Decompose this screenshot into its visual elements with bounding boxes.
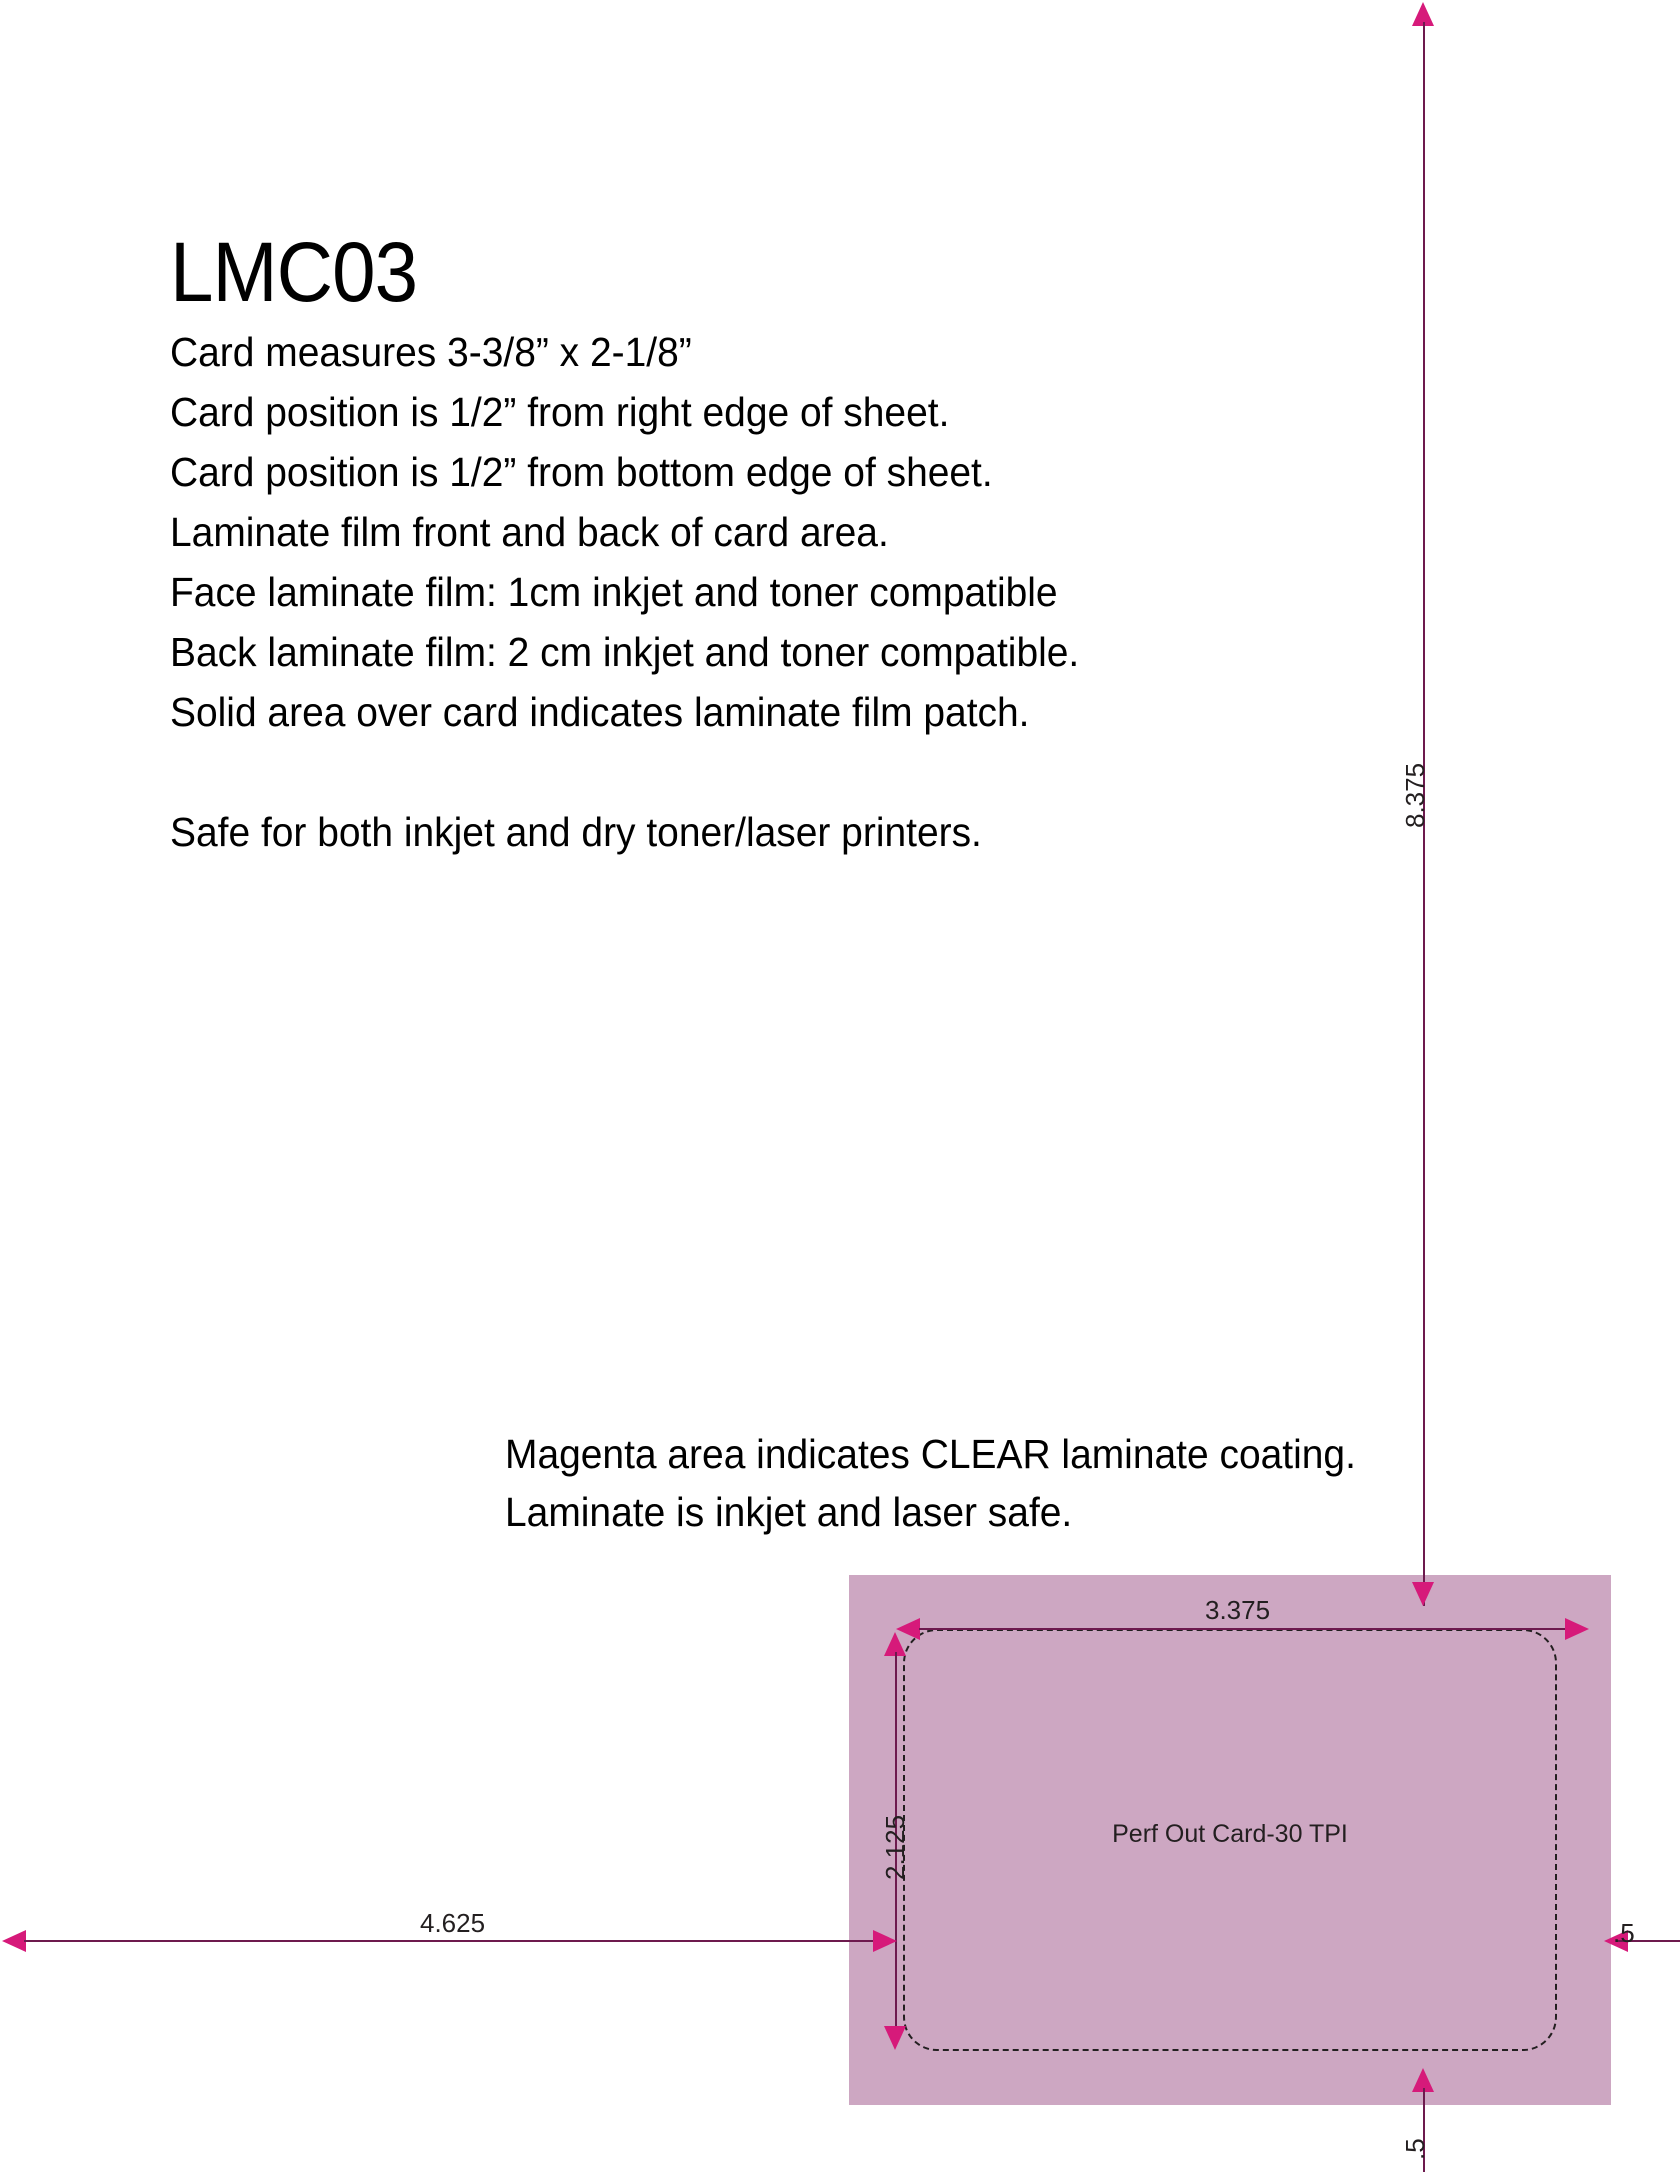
spec-line-card-measures: Card measures 3-3/8” x 2-1/8” <box>170 329 692 375</box>
specification-block <box>170 225 1370 862</box>
right-offset-label: .5 <box>1613 1918 1635 1948</box>
bottom-offset-label: .5 <box>1400 2138 1430 2160</box>
card-height-label: 2.125 <box>880 1814 910 1880</box>
magenta-note-line-1: Magenta area indicates CLEAR laminate coating. <box>505 1431 1356 1477</box>
card-width-dimension-line <box>919 1628 1567 1630</box>
card-area-label: Perf Out Card-30 TPI <box>1112 1820 1348 1848</box>
spec-spacer <box>170 742 1370 802</box>
left-offset-arrow-right <box>873 1930 897 1952</box>
spec-line-laminate-front-back: Laminate film front and back of card area. <box>170 509 889 555</box>
left-offset-dimension-line <box>24 1940 897 1942</box>
left-offset-arrow-left <box>2 1930 26 1952</box>
magenta-note-line-2: Laminate is inkjet and laser safe. <box>505 1489 1073 1535</box>
spec-line-position-right: Card position is 1/2” from right edge of sheet. <box>170 389 950 435</box>
left-offset-label: 4.625 <box>420 1908 486 1938</box>
sheet-height-label: 8.375 <box>1400 762 1430 828</box>
spec-line-back-laminate: Back laminate film: 2 cm inkjet and toner compatible. <box>170 629 1080 675</box>
sheet-height-arrow-bottom <box>1412 1582 1434 1606</box>
card-width-arrow-right <box>1565 1618 1589 1640</box>
magenta-legend-note <box>505 1425 1605 1541</box>
spec-line-position-bottom: Card position is 1/2” from bottom edge of sheet. <box>170 449 993 495</box>
spec-line-printer-safety: Safe for both inkjet and dry toner/laser printers. <box>170 809 982 855</box>
spec-line-face-laminate: Face laminate film: 1cm inkjet and toner compatible <box>170 569 1058 615</box>
card-width-label: 3.375 <box>1205 1595 1271 1625</box>
spec-line-solid-area: Solid area over card indicates laminate film patch. <box>170 689 1030 735</box>
card-height-arrow-bottom <box>884 2026 906 2050</box>
page-title: LMC03 <box>170 225 418 319</box>
